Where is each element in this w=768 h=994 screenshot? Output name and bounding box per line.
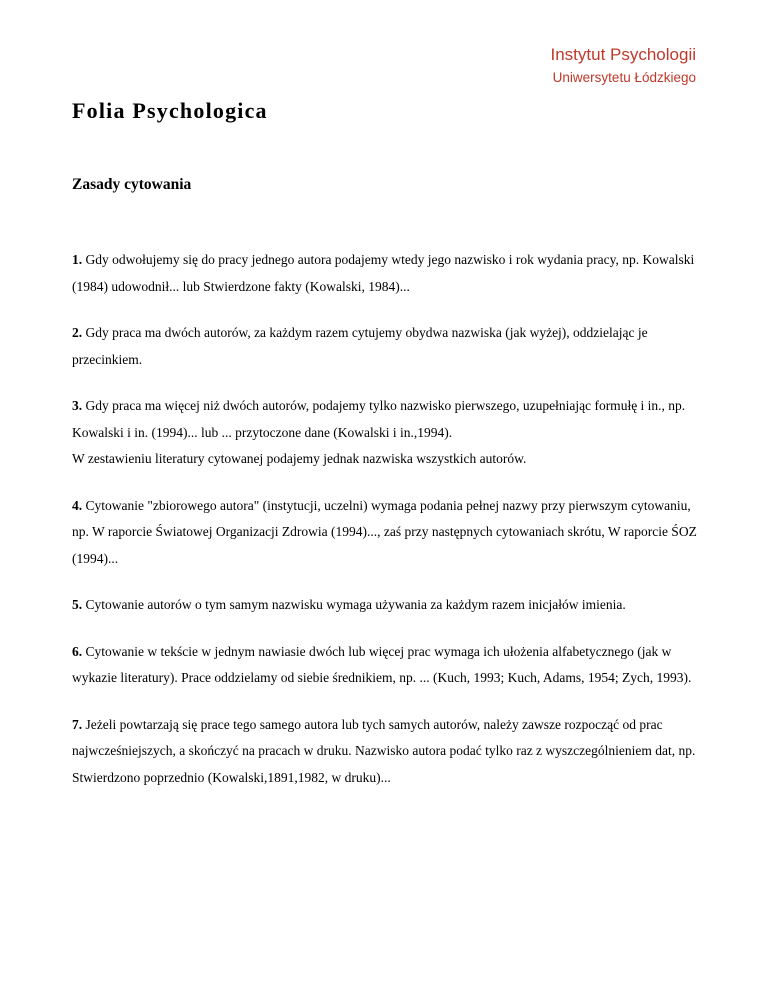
- rule-text: Cytowanie "zbiorowego autora" (instytucji, uczelni) wymaga podania pełnej nazwy przy pierwszym cytowaniu, np. W raporcie Światowej Organizacji Zdrowia (1994)..., zaś przy następnych cytowaniach skrótu, W raporcie ŚOZ (1994)...: [72, 497, 697, 566]
- rule-number: 5.: [72, 597, 83, 612]
- rule-text: Cytowanie w tekście w jednym nawiasie dwóch lub więcej prac wymaga ich ułożenia alfabetycznego (jak w wykazie literatury). Prace oddzielamy od siebie średnikiem, np. ... (Kuch, 1993; Kuch, Adams, 1954; Zych, 1993).: [72, 643, 692, 685]
- rule-text: Gdy praca ma dwóch autorów, za każdym razem cytujemy obydwa nazwiska (jak wyżej), oddzielając je przecinkiem.: [72, 325, 648, 367]
- section-heading: Zasady cytowania: [72, 176, 192, 193]
- rule-text: Gdy odwołujemy się do pracy jednego autora podajemy wtedy jego nazwisko i rok wydania pracy, np. Kowalski (1984) udowodnił... lub Stwierdzone fakty (Kowalski, 1984)...: [72, 252, 695, 294]
- rule-note: W zestawieniu literatury cytowanej podajemy jednak nazwiska wszystkich autorów.: [72, 451, 527, 466]
- rule-item: [72, 712, 702, 792]
- rule-item: [72, 592, 702, 619]
- journal-title: Folia Psychologica: [72, 98, 268, 123]
- rule-number: 7.: [72, 716, 83, 732]
- rule-item: [72, 320, 702, 373]
- rule-item: [72, 493, 702, 573]
- rule-item: [72, 393, 702, 473]
- rule-number: 1.: [72, 252, 83, 267]
- rule-number: 3.: [72, 398, 83, 413]
- institute-name: Instytut Psychologii: [550, 45, 696, 64]
- rule-text: Gdy praca ma więcej niż dwóch autorów, podajemy tylko nazwisko pierwszego, uzupełniając formułę i in., np. Kowalski i in. (1994)... lub ... przytoczone dane (Kowalski i in.,1994).: [72, 398, 686, 440]
- citation-rules-list: [72, 247, 702, 811]
- rule-text: Cytowanie autorów o tym samym nazwisku wymaga używania za każdym razem inicjałów imienia.: [85, 597, 626, 612]
- institute-header: [550, 44, 696, 88]
- rule-number: 2.: [72, 325, 83, 340]
- rule-number: 4.: [72, 497, 83, 513]
- rule-item: [72, 247, 702, 300]
- rule-text: Jeżeli powtarzają się prace tego samego autora lub tych samych autorów, należy zawsze rozpocząć od prac najwcześniejszych, a skończyć na pracach w druku. Nazwisko autora podać tylko raz z wyszczególnieniem dat, np. Stwierdzono poprzednio (Kowalski,1891,1982, w druku)...: [72, 716, 696, 785]
- university-name: Uniwersytetu Łódzkiego: [552, 70, 696, 85]
- rule-item: [72, 639, 702, 692]
- rule-number: 6.: [72, 643, 83, 659]
